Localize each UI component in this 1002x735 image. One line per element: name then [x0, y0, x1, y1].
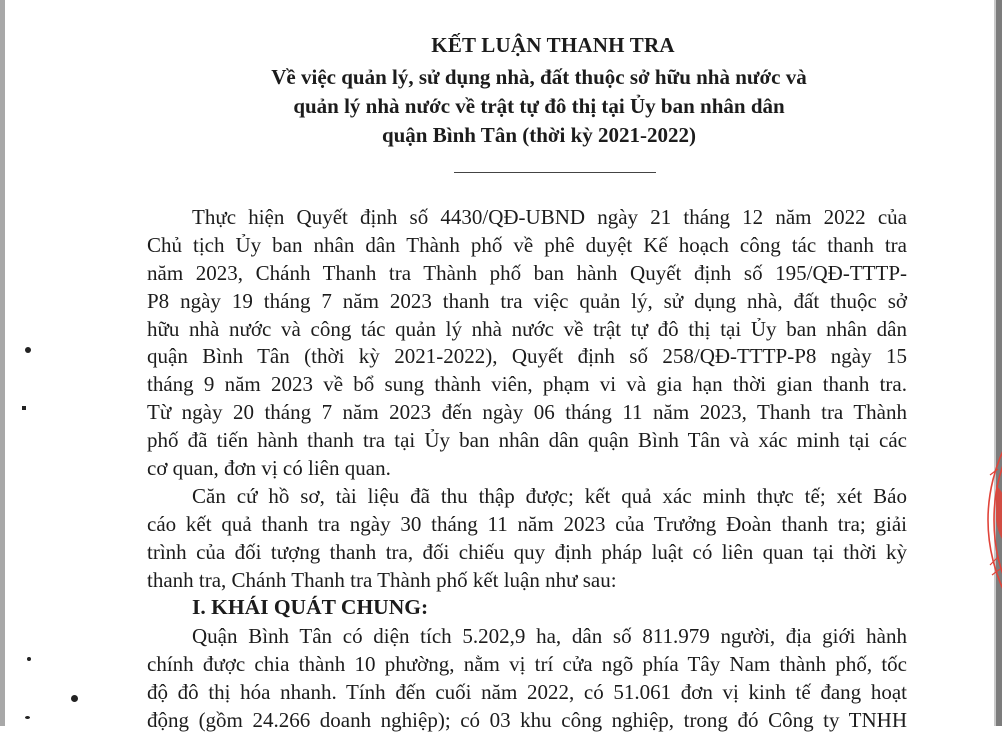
text-line: trình của đối tượng thanh tra, đối chiếu quy định pháp luật có liên quan tại thời kỳ	[147, 539, 907, 564]
text-line: độ đô thị hóa nhanh. Tính đến cuối năm 2022, có 51.061 đơn vị kinh tế đang hoạt	[147, 680, 907, 705]
text-line: phố đã tiến hành thanh tra tại Ủy ban nhân dân quận Bình Tân và xác minh tại các	[147, 428, 907, 453]
paragraph-basis	[147, 483, 907, 595]
paragraph-overview	[147, 623, 907, 735]
scan-speck	[25, 347, 31, 353]
text-line: động (gồm 24.266 doanh nghiệp); có 03 khu công nghiệp, trong đó Công ty TNHH	[147, 708, 907, 733]
text-line: hữu nhà nước và công tác quản lý nhà nước về trật tự đô thị tại Ủy ban nhân dân	[147, 316, 907, 341]
text-line: cáo kết quả thanh tra ngày 30 tháng 11 năm 2023 của Trưởng Đoàn thanh tra; giải	[147, 511, 907, 536]
text-line: quận Bình Tân (thời kỳ 2021-2022), Quyết định số 258/QĐ-TTTP-P8 ngày 15	[147, 344, 907, 369]
subtitle-line: quản lý nhà nước về trật tự đô thị tại Ủy ban nhân dân	[293, 94, 785, 118]
section-heading-general: I. KHÁI QUÁT CHUNG:	[192, 595, 429, 620]
text-line: P8 ngày 19 tháng 7 năm 2023 thanh tra việc quản lý, sử dụng nhà, đất thuộc sở	[147, 288, 907, 313]
subtitle-line: quận Bình Tân (thời kỳ 2021-2022)	[381, 123, 697, 147]
text-line: cơ quan, đơn vị có liên quan.	[147, 456, 391, 481]
scan-speck	[27, 657, 31, 661]
paragraph-implementation	[147, 204, 907, 483]
text-line: Chủ tịch Ủy ban nhân dân Thành phố về phê duyệt Kế hoạch công tác thanh tra	[147, 232, 907, 257]
document-body	[147, 204, 907, 735]
scan-speck	[71, 695, 78, 702]
document-subtitle	[0, 63, 1002, 150]
scan-speck	[22, 406, 26, 410]
text-line: Quận Bình Tân có diện tích 5.202,9 ha, dân số 811.979 người, địa giới hành	[192, 624, 907, 649]
text-line: chính được chia thành 10 phường, nằm vị trí cửa ngõ phía Tây Nam thành phố, tốc	[147, 652, 907, 677]
official-seal-icon	[982, 435, 1002, 605]
text-line: thanh tra, Chánh Thanh tra Thành phố kết luận như sau:	[147, 567, 617, 592]
subtitle-line: Về việc quản lý, sử dụng nhà, đất thuộc sở hữu nhà nước và	[271, 65, 807, 89]
title-divider	[454, 172, 656, 173]
text-line: Căn cứ hồ sơ, tài liệu đã thu thập được; kết quả xác minh thực tế; xét Báo	[192, 483, 907, 508]
text-line: năm 2023, Chánh Thanh tra Thành phố ban hành Quyết định số 195/QĐ-TTTP-	[147, 260, 907, 285]
document-title: KẾT LUẬN THANH TRA	[431, 33, 675, 57]
scan-speck	[25, 716, 30, 719]
text-line: tháng 9 năm 2023 về bổ sung thành viên, phạm vi và gia hạn thời gian thanh tra.	[147, 372, 907, 397]
text-line: Thực hiện Quyết định số 4430/QĐ-UBND ngày 21 tháng 12 năm 2022 của	[192, 205, 907, 229]
text-line: Từ ngày 20 tháng 7 năm 2023 đến ngày 06 tháng 11 năm 2023, Thanh tra Thành	[147, 400, 907, 425]
